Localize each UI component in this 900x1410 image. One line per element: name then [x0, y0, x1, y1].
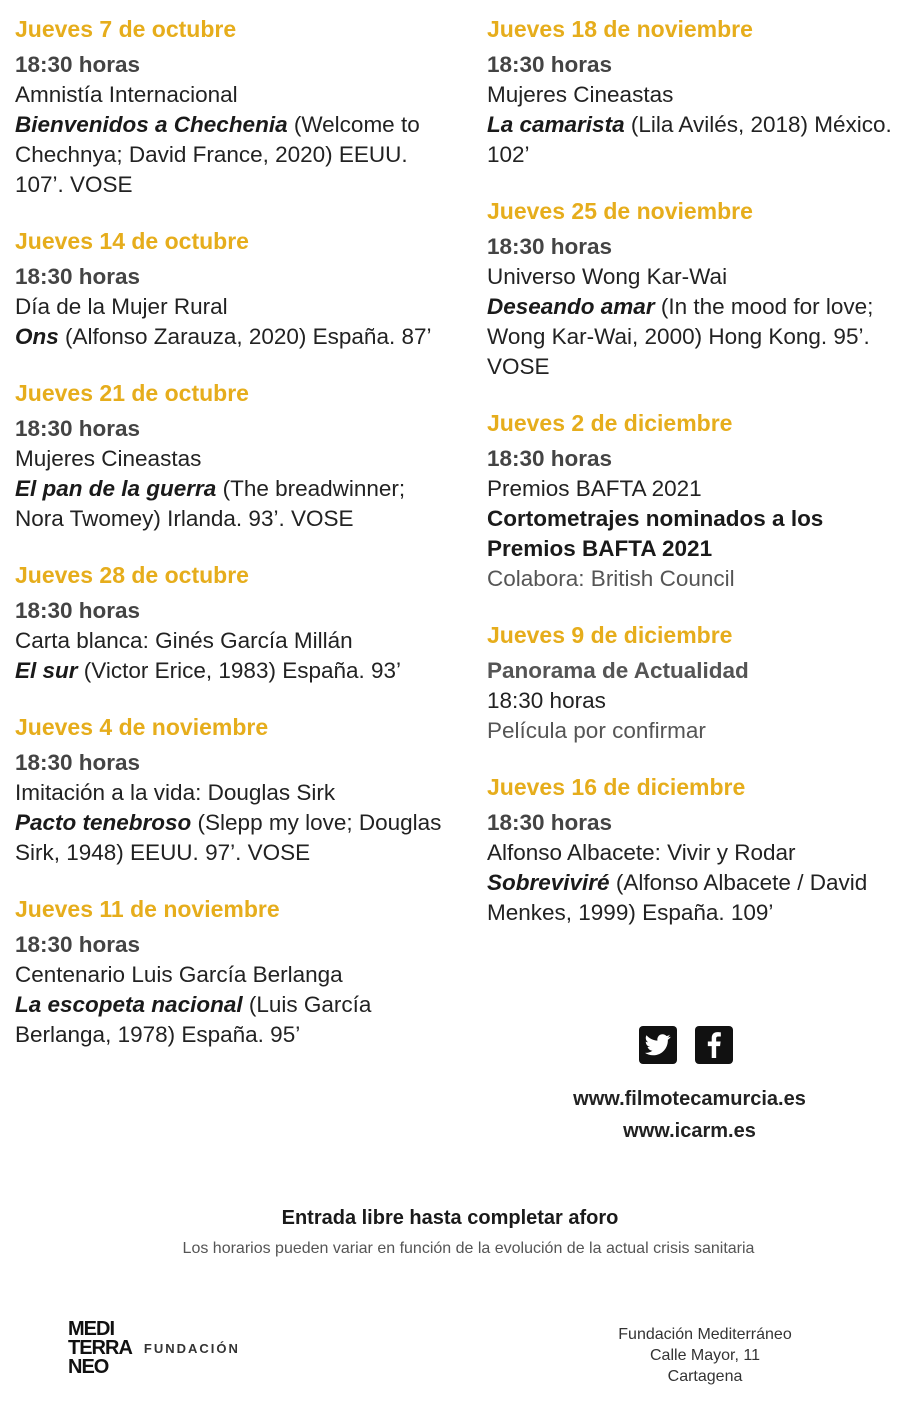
left-column — [15, 14, 460, 1076]
fundacion-mediterraneo-logo — [68, 1320, 240, 1377]
event-25-noviembre — [487, 196, 892, 382]
event-date: Jueves 18 de noviembre — [487, 16, 753, 42]
event-28-octubre — [15, 560, 460, 686]
event-date: Jueves 21 de octubre — [15, 380, 249, 406]
logo-line: NEO — [68, 1356, 109, 1378]
logo-line: MEDI — [68, 1318, 114, 1340]
address-line: Cartagena — [667, 1368, 743, 1385]
event-cycle: Carta blanca: Ginés García Millán — [15, 628, 353, 653]
logo-mark — [68, 1320, 132, 1377]
film-title: El sur — [15, 658, 78, 683]
event-21-octubre — [15, 378, 460, 534]
event-date: Jueves 11 de noviembre — [15, 896, 280, 922]
event-time: 18:30 horas — [15, 416, 141, 441]
film-details: (The breadwinner; Nora Twomey) Irlanda. 93’. VOSE — [15, 476, 406, 531]
facebook-icon[interactable] — [695, 1026, 733, 1064]
event-section: Panorama de Actualidad — [487, 658, 749, 683]
website-link-filmoteca[interactable]: www.filmotecamurcia.es — [573, 1088, 806, 1110]
address-block — [560, 1324, 850, 1387]
event-date: Jueves 2 de diciembre — [487, 410, 733, 436]
film-details: (Alfonso Zarauza, 2020) España. 87’ — [58, 324, 432, 349]
film-details: (Alfonso Albacete / David Menkes, 1999) España. 109’ — [487, 870, 868, 925]
film-details: (Victor Erice, 1983) España. 93’ — [77, 658, 402, 683]
event-18-noviembre — [487, 14, 892, 170]
event-date: Jueves 4 de noviembre — [15, 714, 269, 740]
event-4-noviembre — [15, 712, 460, 868]
event-cycle: Universo Wong Kar-Wai — [487, 264, 728, 289]
film-title: Deseando amar — [487, 294, 655, 319]
film-details: (Lila Avilés, 2018) México. 102’ — [487, 112, 892, 167]
event-time: 18:30 horas — [15, 598, 141, 623]
event-time: 18:30 horas — [15, 264, 141, 289]
event-note: Película por confirmar — [487, 718, 706, 743]
film-details: (Luis García Berlanga, 1978) España. 95’ — [15, 992, 372, 1047]
event-time: 18:30 horas — [487, 688, 606, 713]
event-date: Jueves 25 de noviembre — [487, 198, 753, 224]
event-time: 18:30 horas — [15, 52, 141, 77]
event-cycle: Imitación a la vida: Douglas Sirk — [15, 780, 336, 805]
film-title: Bienvenidos a Chechenia — [15, 112, 288, 137]
entrada-notice: Entrada libre hasta completar aforo — [281, 1207, 619, 1229]
schedule-disclaimer: Los horarios pueden variar en función de la evolución de la actual crisis sanitaria — [182, 1240, 755, 1257]
film-title: Sobreviviré — [487, 870, 610, 895]
event-date: Jueves 7 de octubre — [15, 16, 237, 42]
event-date: Jueves 9 de diciembre — [487, 622, 733, 648]
film-title: El pan de la guerra — [15, 476, 217, 501]
event-note: Colabora: British Council — [487, 566, 735, 591]
film-title: La escopeta nacional — [15, 992, 243, 1017]
event-date: Jueves 28 de octubre — [15, 562, 249, 588]
event-date: Jueves 14 de octubre — [15, 228, 249, 254]
event-cycle: Día de la Mujer Rural — [15, 294, 228, 319]
film-details: (Slepp my love; Douglas Sirk, 1948) EEUU. 97’. VOSE — [15, 810, 442, 865]
event-cycle: Amnistía Internacional — [15, 82, 238, 107]
event-7-octubre — [15, 14, 460, 200]
event-2-diciembre — [487, 408, 892, 594]
event-time: 18:30 horas — [15, 932, 141, 957]
event-cycle: Premios BAFTA 2021 — [487, 476, 702, 501]
event-11-noviembre — [15, 894, 460, 1050]
event-cycle: Mujeres Cineastas — [15, 446, 202, 471]
twitter-icon[interactable] — [639, 1026, 677, 1064]
film-title: La camarista — [487, 112, 625, 137]
right-column — [487, 14, 892, 954]
website-link-icarm[interactable]: www.icarm.es — [623, 1120, 756, 1142]
event-cycle: Centenario Luis García Berlanga — [15, 962, 343, 987]
shorts-title: Cortometrajes nominados a los Premios BAFTA 2021 — [487, 506, 824, 561]
event-cycle: Mujeres Cineastas — [487, 82, 674, 107]
logo-fundacion-label: FUNDACIÓN — [143, 1341, 240, 1356]
event-date: Jueves 16 de diciembre — [487, 774, 746, 800]
address-line: Fundación Mediterráneo — [618, 1326, 792, 1343]
address-line: Calle Mayor, 11 — [650, 1347, 760, 1364]
event-time: 18:30 horas — [487, 810, 613, 835]
film-title: Ons — [15, 324, 59, 349]
logo-line: TERRA — [68, 1337, 132, 1359]
film-title: Pacto tenebroso — [15, 810, 192, 835]
film-details: (In the mood for love; Wong Kar-Wai, 2000) Hong Kong. 95’. VOSE — [487, 294, 874, 379]
social-links — [639, 1026, 733, 1064]
event-9-diciembre — [487, 620, 892, 746]
event-14-octubre — [15, 226, 460, 352]
event-time: 18:30 horas — [15, 750, 141, 775]
film-details: (Welcome to Chechnya; David France, 2020) EEUU. 107’. VOSE — [15, 112, 420, 197]
event-time: 18:30 horas — [487, 52, 613, 77]
event-time: 18:30 horas — [487, 234, 613, 259]
event-16-diciembre — [487, 772, 892, 928]
event-time: 18:30 horas — [487, 446, 613, 471]
event-cycle: Alfonso Albacete: Vivir y Rodar — [487, 840, 796, 865]
